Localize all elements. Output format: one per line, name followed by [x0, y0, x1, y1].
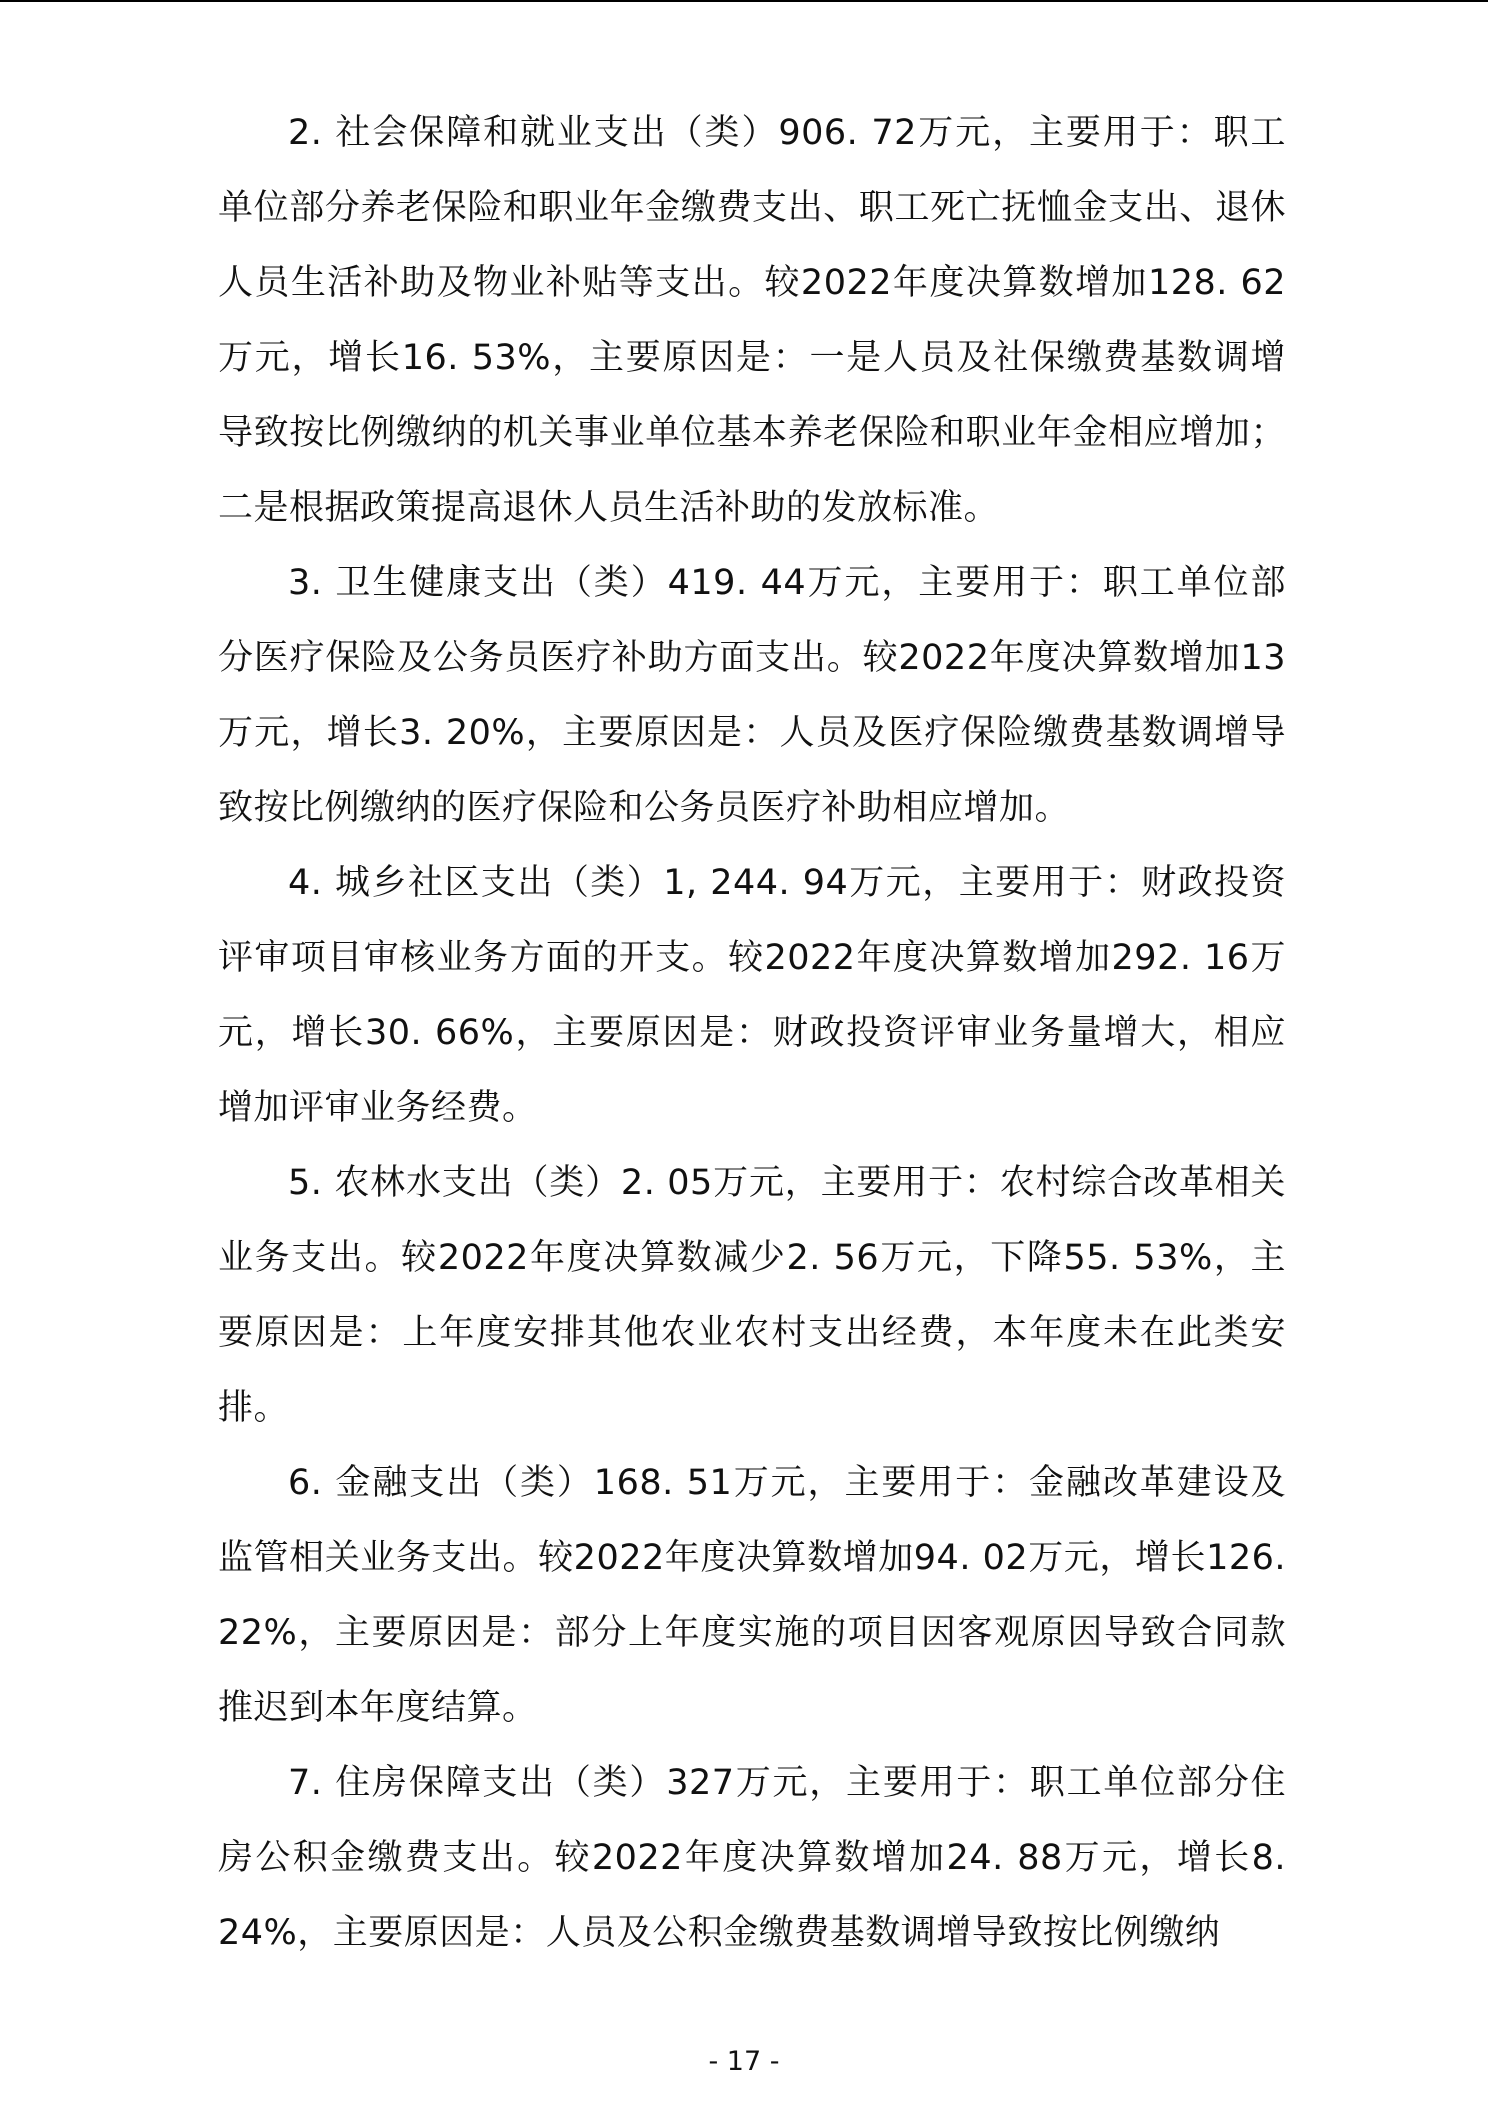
top-border-line — [0, 0, 1488, 2]
paragraph-social-security: 2. 社会保障和就业支出（类）906. 72万元，主要用于：职工单位部分养老保险和职业年金缴费支出、职工死亡抚恤金支出、退休人员生活补助及物业补贴等支出。较2022年度决算数增加128. 62万元，增长16. 53%，主要原因是：一是人员及社保缴费基数调增导致按比例缴纳的机关事业单位基本养老保险和职业年金相应增加；二是根据政策提高退休人员生活补助的发放标准。 — [218, 113, 1286, 528]
paragraph-finance: 6. 金融支出（类）168. 51万元，主要用于：金融改革建设及监管相关业务支出。较2022年度决算数增加94. 02万元，增长126. 22%，主要原因是：部分上年度实施的项目因客观原因导致合同款推迟到本年度结算。 — [218, 1463, 1286, 1728]
page-number: - 17 - — [708, 2046, 780, 2077]
paragraph-urban-rural: 4. 城乡社区支出（类）1, 244. 94万元，主要用于：财政投资评审项目审核业务方面的开支。较2022年度决算数增加292. 16万元，增长30. 66%，主要原因是：财政投资评审业务量增大，相应增加评审业务经费。 — [218, 863, 1286, 1128]
paragraph-health: 3. 卫生健康支出（类）419. 44万元，主要用于：职工单位部分医疗保险及公务员医疗补助方面支出。较2022年度决算数增加13万元，增长3. 20%，主要原因是：人员及医疗保险缴费基数调增导致按比例缴纳的医疗保险和公务员医疗补助相应增加。 — [218, 563, 1286, 828]
document-body — [218, 96, 1286, 1971]
paragraph-housing: 7. 住房保障支出（类）327万元，主要用于：职工单位部分住房公积金缴费支出。较2022年度决算数增加24. 88万元，增长8. 24%，主要原因是：人员及公积金缴费基数调增导致按比例缴纳 — [218, 1763, 1286, 1953]
paragraph-agriculture: 5. 农林水支出（类）2. 05万元，主要用于：农村综合改革相关业务支出。较2022年度决算数减少2. 56万元，下降55. 53%，主要原因是：上年度安排其他农业农村支出经费，本年度未在此类安排。 — [218, 1163, 1286, 1428]
